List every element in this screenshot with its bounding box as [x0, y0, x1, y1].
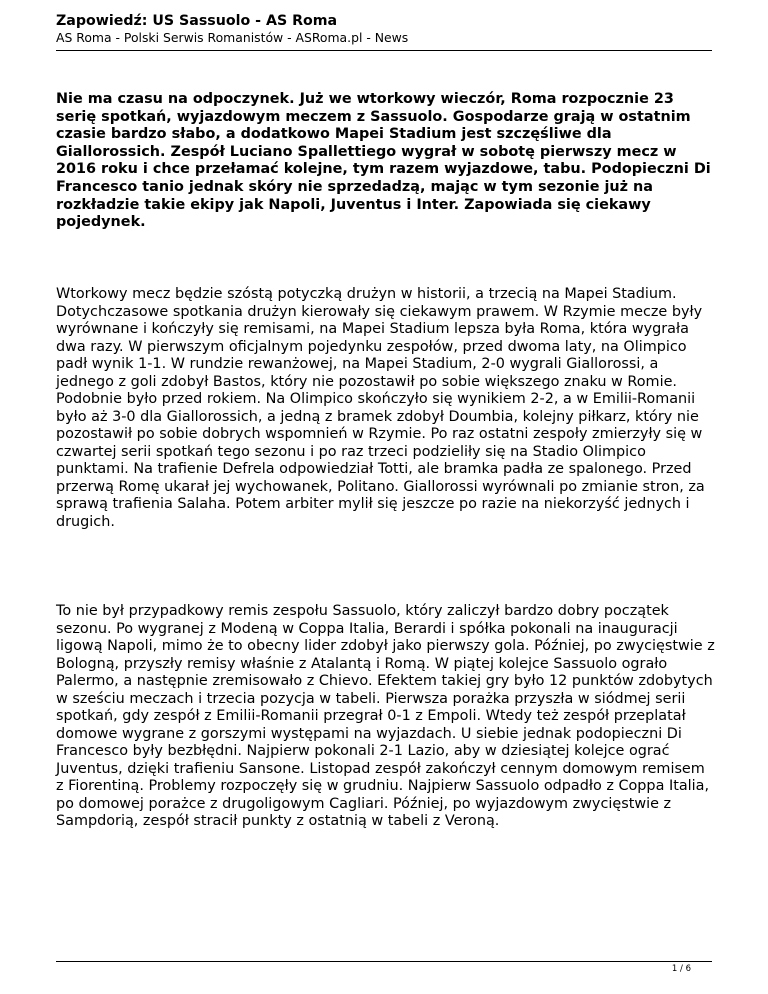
article-paragraph-2: To nie był przypadkowy remis zespołu Sassuolo, który zaliczył bardzo dobry początek sezonu. Po wygranej z Modeną w Coppa Italia, Berardi i spółka pokonali na inauguracji ligową Napoli, mimo że to obecny lider zdobył jako pierwszy gola. Później, po zwycięstwie z Bologną, przyszły remisy właśnie z Atalantą i Romą. W piątej kolejce Sassuolo ograło Palermo, a następnie zremisowało z Chievo. Efektem takiej gry było 12 punktów zdobytych w sześciu meczach i trzecia pozycja w tabeli. Pierwsza porażka przyszła w siódmej serii spotkań, gdy zespół z Emilii-Romanii przegrał 0-1 z Empoli. Wtedy też zespół przeplatał domowe wygrane z gorszymi występami na wyjazdach. U siebie jednak podopieczni Di Francesco były bezbłędni. Najpierw pokonali 2-1 Lazio, aby w dziesiątej kolejce ograć Juventus, dzięki trafieniu Sansone. Listopad zespół zakończył cennym domowym remisem z Fiorentiną. Problemy rozpoczęły się w grudniu. Najpierw Sassuolo odpadło z Coppa Italia, po domowej porażce z drugoligowym Cagliari. Później, po wyjazdowym zwycięstwie z Sampdorią, zespół stracił punkty z ostatnią w tabeli z Veroną. — [56, 603, 715, 829]
article-lead: Nie ma czasu na odpoczynek. Już we wtorkowy wieczór, Roma rozpocznie 23 serię spotkań, wyjazdowym meczem z Sassuolo. Gospodarze grają w ostatnim czasie bardzo słabo, a dodatkowo Mapei Stadium jest szczęśliwe dla Giallorossich. Zespół Luciano Spallettiego wygrał w sobotę pierwszy mecz w 2016 roku i chce przełamać kolejne, tym razem wyjazdowe, tabu. Podopieczni Di Francesco tanio jednak skóry nie sprzedadzą, mając w tym sezonie już na rozkładzie takie ekipy jak Napoli, Juventus i Inter. Zapowiada się ciekawy pojedynek. — [56, 91, 711, 231]
document-header — [56, 12, 712, 46]
page-number: 1 / 6 — [671, 964, 691, 974]
document-subtitle: AS Roma - Polski Serwis Romanistów - ASRoma.pl - News — [56, 30, 409, 45]
footer-divider — [56, 961, 712, 962]
header-divider — [56, 50, 712, 51]
article-paragraph-1: Wtorkowy mecz będzie szóstą potyczką drużyn w historii, a trzecią na Mapei Stadium. Dotychczasowe spotkania drużyn kierowały się ciekawym prawem. W Rzymie mecze były wyrównane i kończyły się remisami, na Mapei Stadium lepsza była Roma, która wygrała dwa razy. W pierwszym oficjalnym pojedynku zespołów, przed dwoma laty, na Olimpico padł wynik 1-1. W rundzie rewanżowej, na Mapei Stadium, 2-0 wygrali Giallorossi, a jednego z goli zdobył Bastos, który nie pozostawił po sobie większego znaku w Romie. Podobnie było przed rokiem. Na Olimpico skończyło się wynikiem 2-2, a w Emilii-Romanii było aż 3-0 dla Giallorossich, a jedną z bramek zdobył Doumbia, kolejny piłkarz, który nie pozostawił po sobie dobrych wspomnień w Rzymie. Po raz ostatni zespoły zmierzyły się w czwartej serii spotkań tego sezonu i po raz trzeci podzieliły się na Stadio Olimpico punktami. Na trafienie Defrela odpowiedział Totti, ale bramka padła ze spalonego. Przed przerwą Romę ukarał jej wychowanek, Politano. Giallorossi wyrównali po zmianie stron, za sprawą trafienia Salaha. Potem arbiter mylił się jeszcze po razie na niekorzyść jednych i drugich. — [56, 286, 705, 530]
document-title: Zapowiedź: US Sassuolo - AS Roma — [56, 13, 338, 29]
